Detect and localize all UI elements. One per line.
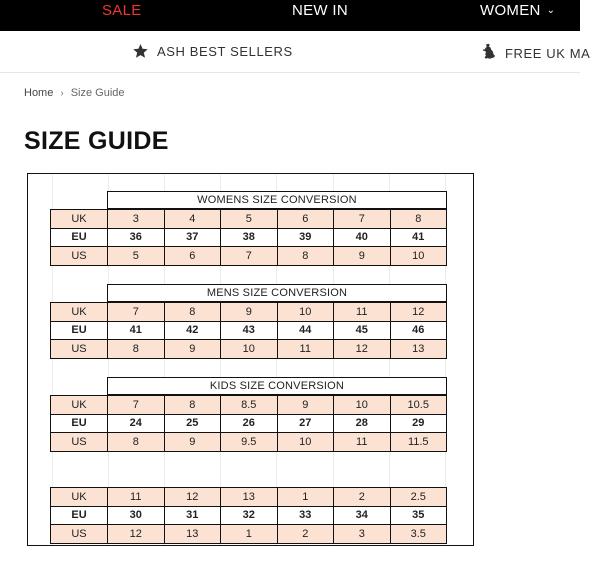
size-cell: 42 xyxy=(164,321,221,340)
size-cell: 2.5 xyxy=(390,488,447,507)
table-row xyxy=(51,340,447,359)
size-cell: 3 xyxy=(334,525,391,544)
size-cell: 9 xyxy=(221,303,278,322)
row-label: EU xyxy=(51,321,108,340)
size-cell: 8 xyxy=(164,303,221,322)
size-cell: 13 xyxy=(164,525,221,544)
star-icon xyxy=(132,43,149,59)
size-cell: 10.5 xyxy=(390,396,447,415)
size-table xyxy=(50,395,447,452)
size-cell: 11 xyxy=(277,340,334,359)
size-cell: 7 xyxy=(334,210,391,229)
table-row xyxy=(51,303,447,322)
nav-new-in[interactable]: NEW IN xyxy=(292,2,348,19)
size-cell: 3.5 xyxy=(390,525,447,544)
table-row xyxy=(51,414,447,433)
size-cell: 46 xyxy=(390,321,447,340)
chevron-down-icon: ⌄ xyxy=(546,5,556,16)
size-cell: 9 xyxy=(334,247,391,266)
size-cell: 44 xyxy=(277,321,334,340)
size-cell: 36 xyxy=(108,228,165,247)
size-cell: 5 xyxy=(108,247,165,266)
size-cell: 24 xyxy=(108,414,165,433)
size-cell: 4 xyxy=(164,210,221,229)
promo-uk[interactable] xyxy=(481,43,590,61)
size-cell: 33 xyxy=(277,506,334,525)
table-row xyxy=(51,247,447,266)
row-label: US xyxy=(51,433,108,452)
size-cell: 26 xyxy=(221,414,278,433)
size-cell: 12 xyxy=(164,488,221,507)
size-cell: 11 xyxy=(108,488,165,507)
size-table xyxy=(50,209,447,266)
size-cell: 10 xyxy=(334,396,391,415)
size-cell: 8.5 xyxy=(221,396,278,415)
promo-uk-label: FREE UK MA xyxy=(505,46,590,61)
size-cell: 9.5 xyxy=(221,433,278,452)
table-row xyxy=(51,396,447,415)
table-row xyxy=(51,210,447,229)
row-label: US xyxy=(51,247,108,266)
top-nav xyxy=(0,0,580,31)
nav-sale[interactable]: SALE xyxy=(102,2,142,19)
size-cell: 32 xyxy=(221,506,278,525)
size-cell: 7 xyxy=(221,247,278,266)
size-cell: 27 xyxy=(277,414,334,433)
size-cell: 40 xyxy=(334,228,391,247)
row-label: UK xyxy=(51,396,108,415)
size-cell: 37 xyxy=(164,228,221,247)
size-cell: 12 xyxy=(108,525,165,544)
row-label: UK xyxy=(51,488,108,507)
size-cell: 12 xyxy=(334,340,391,359)
size-cell: 11 xyxy=(334,433,391,452)
size-cell: 10 xyxy=(221,340,278,359)
row-label: US xyxy=(51,340,108,359)
promo-best-sellers-label: ASH BEST SELLERS xyxy=(157,44,293,59)
row-label: EU xyxy=(51,506,108,525)
size-cell: 13 xyxy=(221,488,278,507)
size-cell: 9 xyxy=(277,396,334,415)
table-row xyxy=(51,321,447,340)
size-cell: 13 xyxy=(390,340,447,359)
size-cell: 8 xyxy=(390,210,447,229)
size-cell: 35 xyxy=(390,506,447,525)
size-cell: 11.5 xyxy=(390,433,447,452)
size-cell: 6 xyxy=(277,210,334,229)
row-label: EU xyxy=(51,414,108,433)
size-cell: 34 xyxy=(334,506,391,525)
page-title: SIZE GUIDE xyxy=(24,127,169,155)
size-cell: 10 xyxy=(277,433,334,452)
promo-best-sellers[interactable] xyxy=(132,43,293,59)
row-label: EU xyxy=(51,228,108,247)
size-cell: 10 xyxy=(390,247,447,266)
nav-women[interactable] xyxy=(480,0,555,25)
size-cell: 7 xyxy=(108,303,165,322)
promo-bar xyxy=(0,31,590,73)
size-cell: 5 xyxy=(221,210,278,229)
size-cell: 1 xyxy=(277,488,334,507)
size-cell: 8 xyxy=(277,247,334,266)
size-cell: 41 xyxy=(390,228,447,247)
breadcrumb xyxy=(24,87,125,99)
size-cell: 45 xyxy=(334,321,391,340)
size-cell: 8 xyxy=(164,396,221,415)
size-cell: 31 xyxy=(164,506,221,525)
table-title: WOMENS SIZE CONVERSION xyxy=(107,191,447,209)
size-cell: 3 xyxy=(108,210,165,229)
size-cell: 7 xyxy=(108,396,165,415)
size-cell: 10 xyxy=(277,303,334,322)
table-row xyxy=(51,433,447,452)
table-title: KIDS SIZE CONVERSION xyxy=(107,377,447,395)
size-cell: 29 xyxy=(390,414,447,433)
size-table xyxy=(50,487,447,544)
size-cell: 9 xyxy=(164,340,221,359)
size-cell: 43 xyxy=(221,321,278,340)
size-cell: 28 xyxy=(334,414,391,433)
row-label: UK xyxy=(51,303,108,322)
size-cell: 38 xyxy=(221,228,278,247)
size-cell: 2 xyxy=(334,488,391,507)
table-row xyxy=(51,228,447,247)
size-cell: 39 xyxy=(277,228,334,247)
size-cell: 9 xyxy=(164,433,221,452)
size-cell: 25 xyxy=(164,414,221,433)
size-cell: 8 xyxy=(108,340,165,359)
chevron-right-icon: › xyxy=(60,88,64,99)
size-cell: 2 xyxy=(277,525,334,544)
size-cell: 11 xyxy=(334,303,391,322)
breadcrumb-home[interactable]: Home xyxy=(24,87,54,99)
row-label: UK xyxy=(51,210,108,229)
size-cell: 41 xyxy=(108,321,165,340)
row-label: US xyxy=(51,525,108,544)
table-row xyxy=(51,506,447,525)
size-cell: 30 xyxy=(108,506,165,525)
nav-women-label: WOMEN xyxy=(480,2,541,19)
breadcrumb-current: Size Guide xyxy=(70,87,125,99)
uk-map-icon xyxy=(481,43,497,61)
table-row xyxy=(51,525,447,544)
size-cell: 1 xyxy=(221,525,278,544)
table-row xyxy=(51,488,447,507)
size-cell: 12 xyxy=(390,303,447,322)
size-chart xyxy=(27,173,474,546)
size-cell: 8 xyxy=(108,433,165,452)
size-cell: 6 xyxy=(164,247,221,266)
table-title: MENS SIZE CONVERSION xyxy=(107,284,447,302)
size-table xyxy=(50,302,447,359)
